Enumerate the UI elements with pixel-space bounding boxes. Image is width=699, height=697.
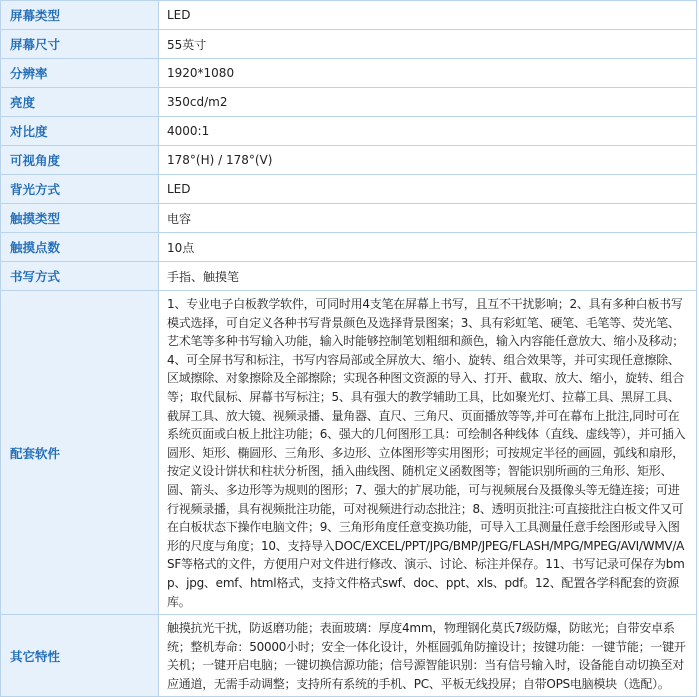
spec-label: 对比度 [1, 117, 159, 146]
spec-row-touch-type [1, 204, 697, 233]
spec-value: 电容 [159, 204, 697, 233]
spec-value: 178°(H) / 178°(V) [159, 146, 697, 175]
spec-row-resolution [1, 59, 697, 88]
spec-label: 背光方式 [1, 175, 159, 204]
spec-value: 10点 [159, 233, 697, 262]
spec-row-viewing-angle [1, 146, 697, 175]
spec-value: 55英寸 [159, 30, 697, 59]
spec-value: 触摸抗光干扰，防返磨功能；表面玻璃：厚度4mm，物理钢化莫氏7级防爆，防眩光；自带安卓系统；整机寿命：50000小时；安全一体化设计，外框圆弧角防撞设计；按键功能：一键节能；一键开关机；一键开启电脑；一键切换信源功能；信号源智能识别：当有信号输入时，设备能自动切换至对应通道，无需手动调整；支持所有系统的手机、PC、平板无线投屏；自带OPS电脑模块（选配）。 [159, 615, 697, 697]
spec-row-other-features [1, 615, 697, 697]
spec-label: 亮度 [1, 88, 159, 117]
spec-value: 4000:1 [159, 117, 697, 146]
spec-row-brightness [1, 88, 697, 117]
spec-row-software [1, 291, 697, 615]
spec-row-backlight [1, 175, 697, 204]
spec-value: 350cd/m2 [159, 88, 697, 117]
spec-label: 其它特性 [1, 615, 159, 697]
spec-value: 手指、触摸笔 [159, 262, 697, 291]
spec-value: 1920*1080 [159, 59, 697, 88]
spec-row-touch-points [1, 233, 697, 262]
spec-value: 1、专业电子白板教学软件，可同时用4支笔在屏幕上书写，且互不干扰影响；2、具有多种白板书写模式选择，可自定义各种书写背景颜色及选择背景图案；3、具有彩虹笔、硬笔、毛笔等、荧光笔、艺术笔等多种书写输入功能，输入时能够控制笔划粗细和颜色，输入内容能任意放大、缩小及移动；4、可全屏书写和标注，书写内容局部或全屏放大、缩小、旋转、组合效果等，并可实现任意擦除、区域擦除、对象擦除及全部擦除；实现各种图文资源的导入、打开、截取、放大、缩小，旋转、组合等；取代鼠标、屏幕书写标注；5、具有强大的教学辅助工具，比如聚光灯、拉幕工具、黑屏工具、截屏工具、放大镜、视频录播、量角器、直尺、三角尺、页面播放等等,并可在幕布上批注,同时可在系统页面或白板上批注功能；6、强大的几何图形工具：可绘制各种线体（直线、虚线等），并可插入圆形、矩形、椭圆形、三角形、多边形、立体图形等实用图形；可按规定半径的画圆，弧线和扇形，按定义设计饼状和柱状分析图，插入曲线图、随机定义函数图等；智能识别所画的三角形、矩形、圆、箭头、多边形等为规则的图形；7、强大的扩展功能，可与视频展台及摄像头等无缝连接；可进行视频录播，具有视频批注功能，可对视频进行动态批注；8、透明页批注:可直接批注白板文件又可在白板状态下操作电脑文件；9、三角形角度任意变换功能，可导入工具测量任意手绘图形或导入图形的尺度与角度；10、支持导入DOC/EXCEL/PPT/JPG/BMP/JPEG/FLASH/MPG/MPEG/AVI/WMV/ASF等格式的文件，方便用户对文件进行修改、演示、讨论、标注并保存。11、书写记录可保存为bmp、jpg、emf、html格式，支持文件格式swf、doc、ppt、xls、pdf。12、配置各学科配套的资源库。 [159, 291, 697, 615]
spec-label: 屏幕类型 [1, 1, 159, 30]
spec-label: 书写方式 [1, 262, 159, 291]
spec-row-contrast [1, 117, 697, 146]
spec-label: 触摸点数 [1, 233, 159, 262]
spec-value: LED [159, 175, 697, 204]
spec-row-writing-method [1, 262, 697, 291]
spec-row-screen-type [1, 1, 697, 30]
spec-label: 分辨率 [1, 59, 159, 88]
spec-label: 配套软件 [1, 291, 159, 615]
spec-label: 可视角度 [1, 146, 159, 175]
spec-value: LED [159, 1, 697, 30]
spec-row-screen-size [1, 30, 697, 59]
spec-label: 触摸类型 [1, 204, 159, 233]
spec-label: 屏幕尺寸 [1, 30, 159, 59]
